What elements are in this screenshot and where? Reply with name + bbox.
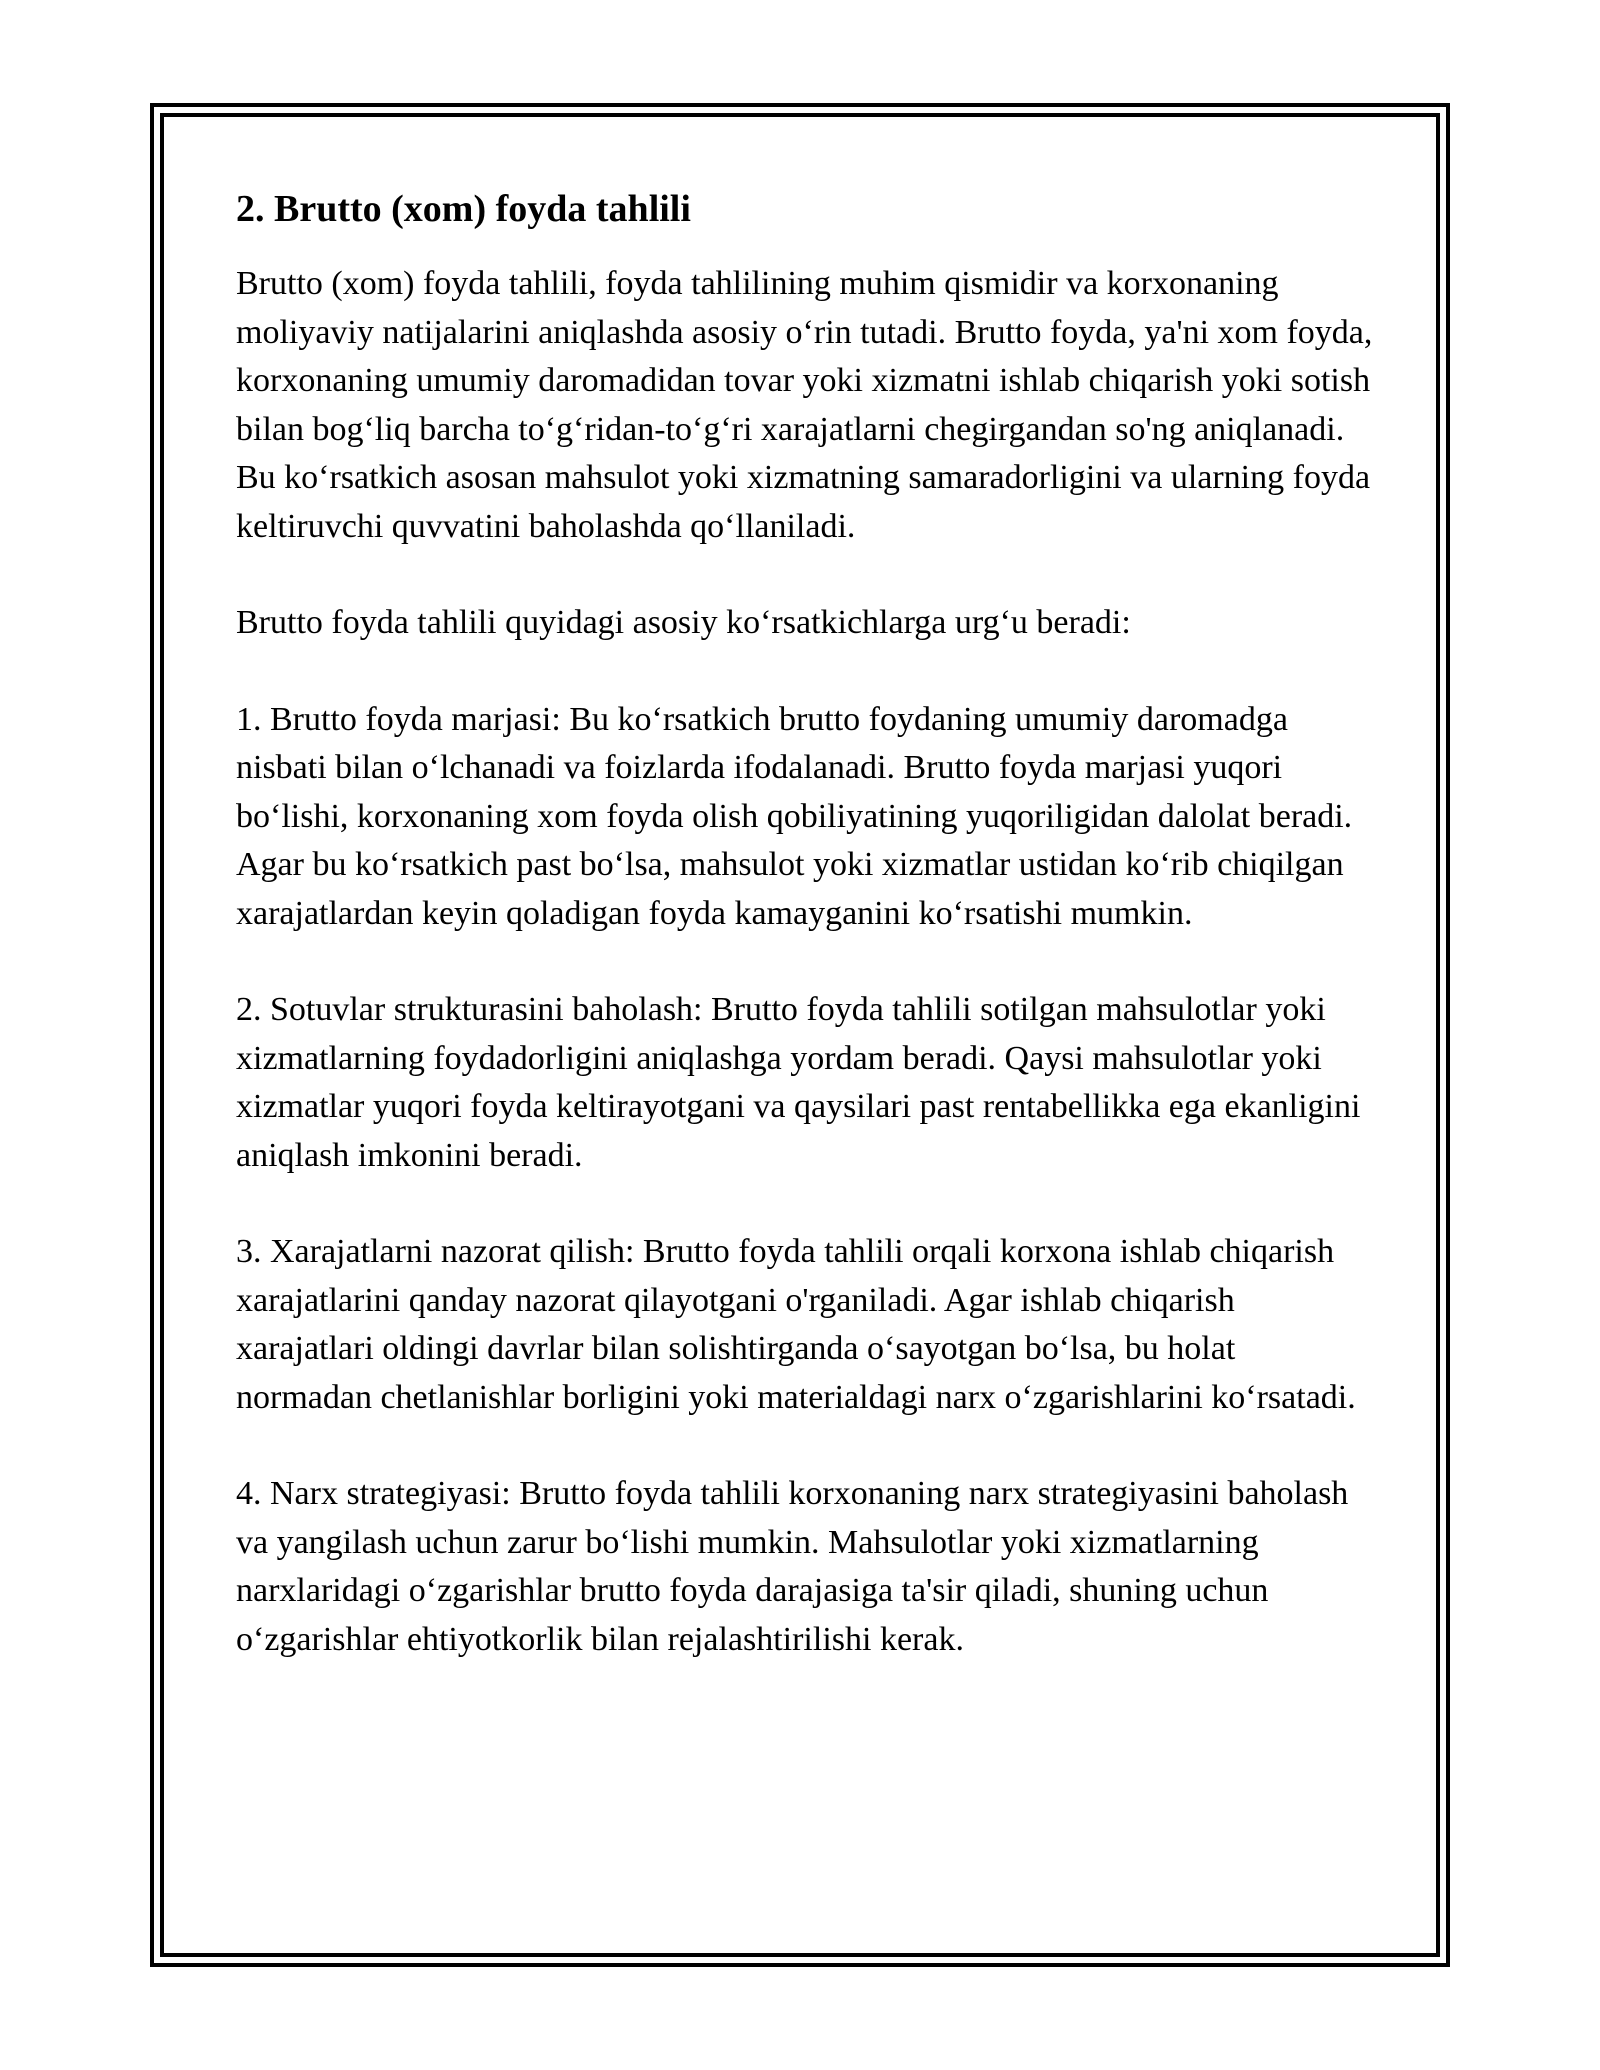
indicators-lead-paragraph: Brutto foyda tahlili quyidagi asosiy ko‘rsatkichlarga urg‘u beradi: bbox=[236, 604, 1131, 641]
document-body bbox=[236, 186, 1376, 1712]
list-item-gross-margin: 1. Brutto foyda marjasi: Bu ko‘rsatkich brutto foydaning umumiy daromadga nisbati bilan o‘lchanadi va foizlarda ifodalanadi. Brutto foyda marjasi yuqori bo‘lishi, korxonaning xom foyda olish qobiliyatining yuqoriligidan dalolat beradi. Agar bu ko‘rsatkich past bo‘lsa, mahsulot yoki xizmatlar ustidan ko‘rib chiqilgan xarajatlardan keyin qoladigan foyda kamayganini ko‘rsatishi mumkin. bbox=[236, 700, 1353, 932]
list-item-sales-structure: 2. Sotuvlar strukturasini baholash: Brutto foyda tahlili sotilgan mahsulotlar yoki xizmatlarning foydadorligini aniqlashga yordam beradi. Qaysi mahsulotlar yoki xizmatlar yuqori foyda keltirayotgani va qaysilari past rentabellikka ega ekanligini aniqlash imkonini beradi. bbox=[236, 991, 1361, 1174]
list-item-cost-control: 3. Xarajatlarni nazorat qilish: Brutto foyda tahlili orqali korxona ishlab chiqarish xarajatlarini qanday nazorat qilayotgani o'rganiladi. Agar ishlab chiqarish xarajatlari oldingi davrlar bilan solishtirganda o‘sayotgan bo‘lsa, bu holat normadan chetlanishlar borligini yoki materialdagi narx o‘zgarishlarini ko‘rsatadi. bbox=[236, 1233, 1356, 1416]
list-item-pricing-strategy: 4. Narx strategiyasi: Brutto foyda tahlili korxonaning narx strategiyasini baholash va yangilash uchun zarur bo‘lishi mumkin. Mahsulotlar yoki xizmatlarning narxlaridagi o‘zgarishlar brutto foyda darajasiga ta'sir qiladi, shuning uchun o‘zgarishlar ehtiyotkorlik bilan rejalashtirilishi kerak. bbox=[236, 1475, 1349, 1658]
intro-paragraph: Brutto (xom) foyda tahlili, foyda tahlilining muhim qismidir va korxonaning moliyaviy natijalarini aniqlashda asosiy o‘rin tutadi. Brutto foyda, ya'ni xom foyda, korxonaning umumiy daromadidan tovar yoki xizmatni ishlab chiqarish yoki sotish bilan bog‘liq barcha to‘g‘ridan-to‘g‘ri xarajatlarni chegirgandan so'ng aniqlanadi. Bu ko‘rsatkich asosan mahsulot yoki xizmatning samaradorligini va ularning foyda keltiruvchi quvvatini baholashda qo‘llaniladi. bbox=[236, 265, 1373, 545]
section-heading: 2. Brutto (xom) foyda tahlili bbox=[236, 188, 691, 230]
